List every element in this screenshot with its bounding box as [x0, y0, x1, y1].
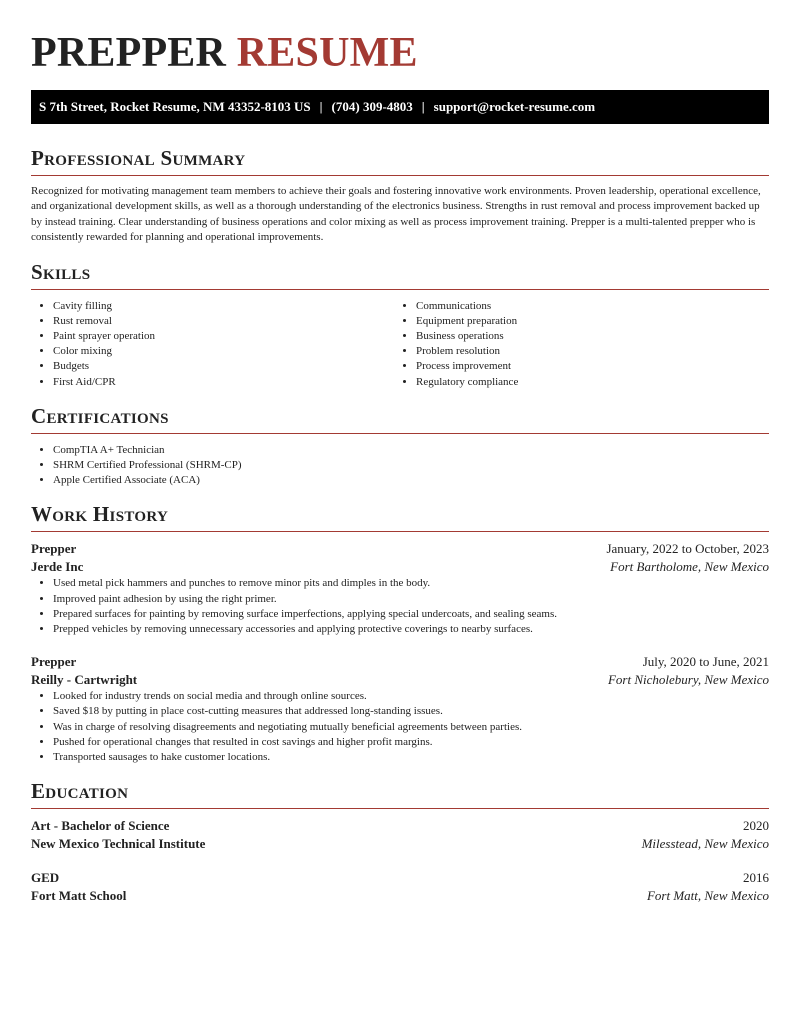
education-section: [31, 779, 769, 905]
summary-section: [31, 146, 769, 246]
certification-item: • Apple Certified Associate (ACA): [53, 473, 769, 488]
education-degree: Art - Bachelor of Science: [31, 818, 170, 834]
skill-item: • Equipment preparation: [416, 314, 757, 329]
education-title: Education: [31, 779, 769, 809]
job-bullet: • Pushed for operational changes that resulted in cost savings and higher profit margins.: [53, 735, 769, 750]
education-year: 2020: [743, 818, 769, 834]
skill-item: • Paint sprayer operation: [53, 329, 394, 344]
contact-separator: |: [421, 99, 425, 114]
job-role: Prepper: [31, 654, 77, 670]
skill-item: • Communications: [416, 299, 757, 314]
skills-section: [31, 260, 769, 390]
education-year: 2016: [743, 870, 769, 886]
contact-bar: [31, 90, 769, 124]
skill-item: • Color mixing: [53, 344, 394, 359]
job-dates: January, 2022 to October, 2023: [606, 541, 769, 557]
job-role: Prepper: [31, 541, 77, 557]
skill-item: • Business operations: [416, 329, 757, 344]
education-entry: [31, 869, 769, 905]
job-company: Reilly - Cartwright: [31, 672, 138, 688]
certifications-section: [31, 404, 769, 489]
education-entry: [31, 817, 769, 853]
job-bullet: • Transported sausages to hake customer locations.: [53, 750, 769, 765]
job-location: Fort Nicholebury, New Mexico: [607, 672, 769, 688]
job-bullet: • Prepped vehicles by removing unnecessary accessories and applying protective coverings to nearby surfaces.: [53, 622, 769, 637]
skills-columns: [31, 299, 769, 390]
contact-email[interactable]: support@rocket-resume.com: [433, 99, 596, 114]
skill-item: • First Aid/CPR: [53, 375, 394, 390]
first-name: PREPPER: [31, 30, 227, 76]
last-name: RESUME: [236, 30, 418, 76]
education-location: Milesstead, New Mexico: [641, 836, 769, 852]
skills-left-column: [31, 299, 394, 390]
education-degree: GED: [31, 870, 60, 886]
work-history-title: Work History: [31, 502, 769, 532]
job-location: Fort Bartholome, New Mexico: [610, 559, 769, 575]
job-company: Jerde Inc: [31, 559, 84, 575]
certification-item: • SHRM Certified Professional (SHRM-CP): [53, 458, 769, 473]
contact-address: S 7th Street, Rocket Resume, NM 43352-8103 US: [39, 99, 311, 114]
skill-item: • Budgets: [53, 359, 394, 374]
job-bullet: • Used metal pick hammers and punches to remove minor pits and dimples in the body.: [53, 576, 769, 591]
skill-item: • Process improvement: [416, 359, 757, 374]
job-entry: [31, 653, 769, 765]
skill-item: • Problem resolution: [416, 344, 757, 359]
summary-text: Recognized for motivating management team members to achieve their goals and fostering innovative work environments. Proven leadership, operational excellence, and organizational development skills, as well as a thorough understanding of the electronics business. Strengths in rust removal and process improvement backed up by instead training. Clear understanding of business operations and color mixing as well as process improvement training. Prepper is a multi-talented prepper who is consistently rewarded for planning and operational improvements.: [31, 185, 761, 244]
job-bullet: • Looked for industry trends on social media and through online sources.: [53, 689, 769, 704]
skill-item: • Rust removal: [53, 314, 394, 329]
job-dates: July, 2020 to June, 2021: [642, 654, 769, 670]
education-school: Fort Matt School: [31, 888, 127, 904]
certification-item: • CompTIA A+ Technician: [53, 443, 769, 458]
education-location: Fort Matt, New Mexico: [646, 888, 769, 904]
job-bullet: • Prepared surfaces for painting by removing surface imperfections, applying special undercoats, and sealing seams.: [53, 607, 769, 622]
job-bullet: • Was in charge of resolving disagreements and negotiating mutually beneficial agreements between parties.: [53, 720, 769, 735]
contact-separator: |: [319, 99, 323, 114]
job-bullet: • Improved paint adhesion by using the right primer.: [53, 592, 769, 607]
candidate-name: [31, 32, 769, 74]
certifications-title: Certifications: [31, 404, 769, 434]
summary-title: Professional Summary: [31, 146, 769, 176]
education-school: New Mexico Technical Institute: [31, 836, 206, 852]
work-history-section: [31, 502, 769, 765]
contact-phone[interactable]: (704) 309-4803: [331, 99, 413, 114]
skills-title: Skills: [31, 260, 769, 290]
skills-right-column: [394, 299, 757, 390]
job-entry: [31, 540, 769, 637]
skill-item: • Regulatory compliance: [416, 375, 757, 390]
skill-item: • Cavity filling: [53, 299, 394, 314]
job-bullet: • Saved $18 by putting in place cost-cutting measures that addressed long-standing issues.: [53, 704, 769, 719]
